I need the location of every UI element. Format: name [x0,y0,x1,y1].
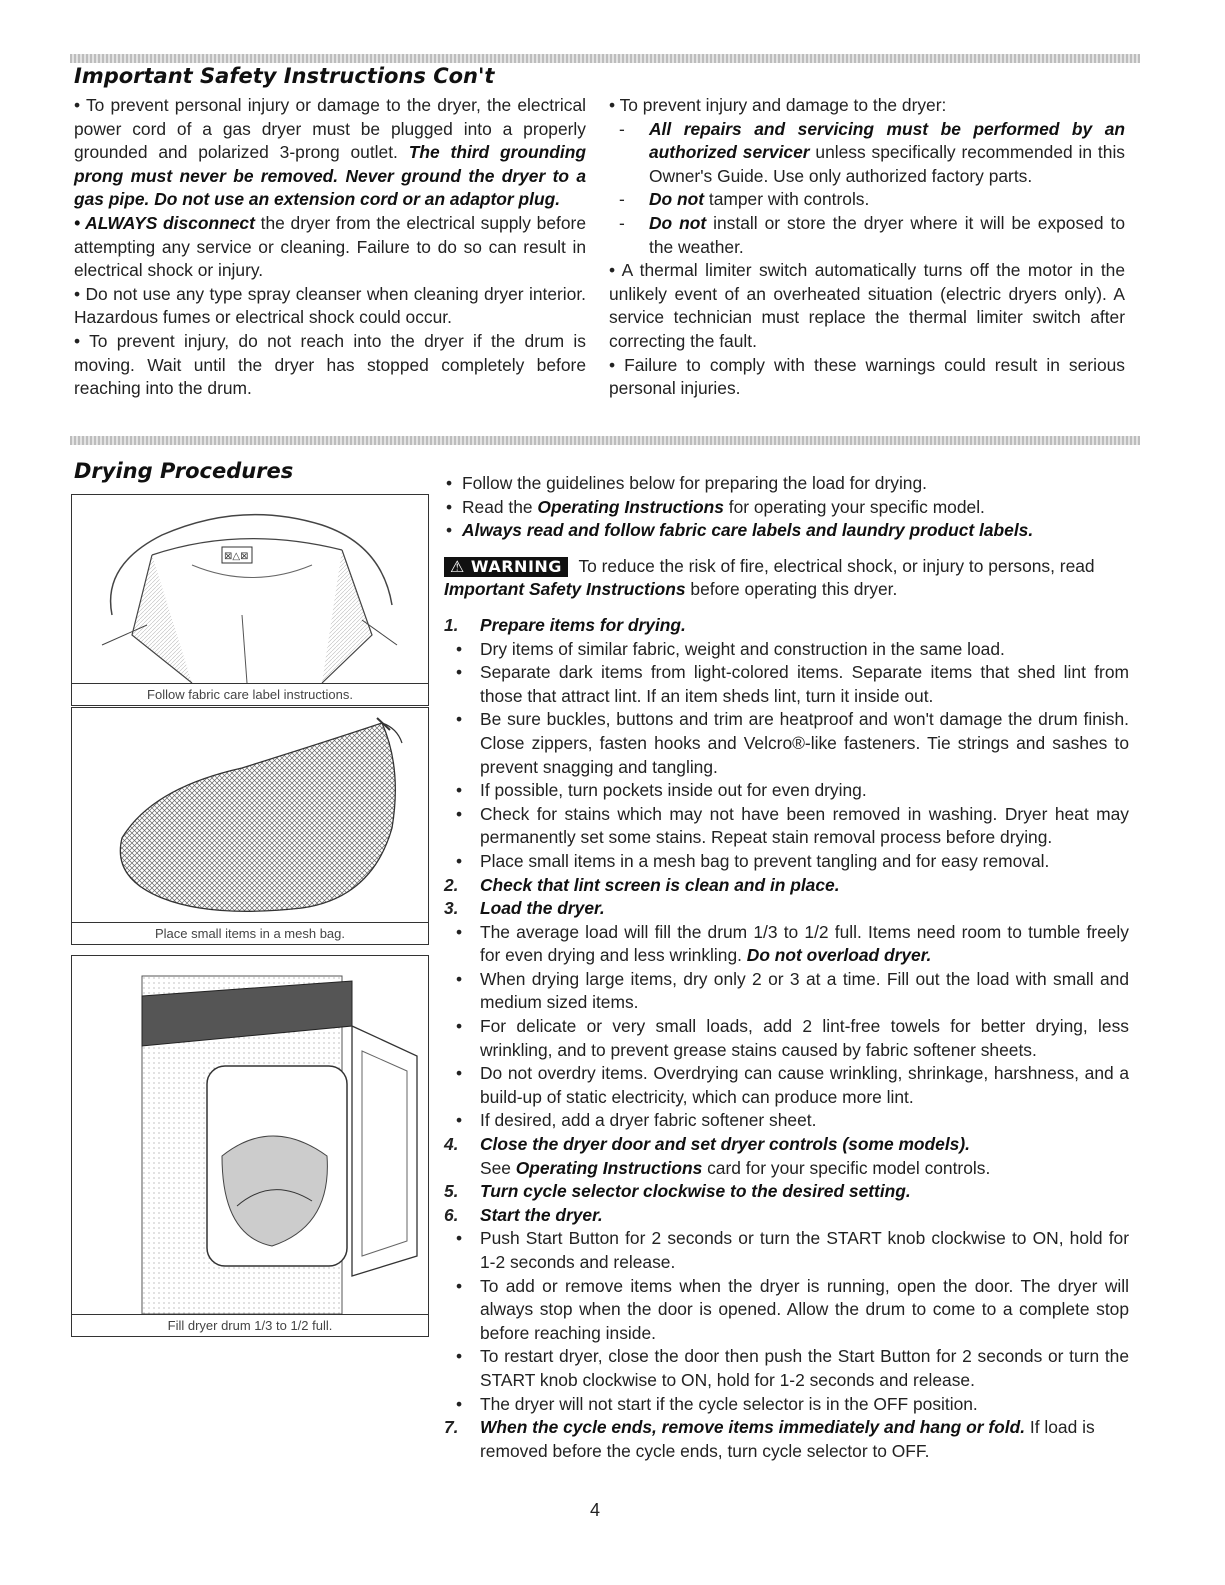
step-1-item: • Place small items in a mesh bag to prevent tangling and for easy removal. [456,850,1050,871]
step-5-heading: 5. Turn cycle selector clockwise to the desired setting. [444,1181,911,1202]
step-1-item: • Separate dark items from light-colored items. Separate items that shed lint from those that attract lint. If an item sheds lint, turn it inside out. [456,662,1129,706]
step-1-item: • Be sure buckles, buttons and trim are heatproof and won't damage the drum finish. Close zippers, fasten hooks and Velcro®-like fasteners. Tie strings and sashes to prevent snagging and tangling. [456,709,1129,777]
safety-right-dash-2: - Do not tamper with controls. [619,189,870,210]
step-1-item: • Dry items of similar fabric, weight and construction in the same load. [456,638,1005,659]
step-7-heading: 7. When the cycle ends, remove items immediately and hang or fold. If load is removed before the cycle ends, turn cycle selector to OFF. [444,1417,1095,1461]
figure-care-label [71,494,429,706]
svg-text:⊠△⊠: ⊠△⊠ [224,551,249,562]
safety-right-para-2: • A thermal limiter switch automatically turns off the motor in the unlikely event of an overheated situation (electric dryers only). A service technician must replace the thermal limiter switch after correcting the fault. [609,260,1125,351]
step-3-item: • The average load will fill the drum 1/3 to 1/2 full. Items need room to tumble freely for even drying and less wrinkling. Do not overload dryer. [456,921,1129,966]
safety-left-para-4: • To prevent injury, do not reach into the dryer if the drum is moving. Wait until the dryer has stopped completely before reaching into the drum. [74,330,586,399]
warning-triangle-icon: ⚠ [450,556,465,576]
safety-left-para-2: • ALWAYS disconnect the dryer from the electrical supply before attempting any service or cleaning. Failure to do so can result in electrical shock or injury. [74,212,586,281]
step-3-item: • Do not overdry items. Overdrying can cause wrinkling, shrinkage, harshness, and a build-up of static electricity, which can produce more lint. [456,1063,1129,1107]
step-2-heading: 2. Check that lint screen is clean and in place. [444,874,840,895]
step-6-item: • Push Start Button for 2 seconds or turn the START knob clockwise to ON, hold for 1-2 seconds and release. [456,1228,1129,1272]
intro-bullet-3: • Always read and follow fabric care labels and laundry product labels. [446,520,1034,541]
mesh-bag-illustration [72,708,428,922]
step-3-item: • For delicate or very small loads, add 2 lint-free towels for better drying, less wrinkling, and to prevent grease stains caused by fabric softener sheets. [456,1016,1129,1060]
middle-divider [70,436,1140,445]
intro-bullet-2: • Read the Operating Instructions for operating your specific model. [446,496,985,517]
figure-dryer-drum [71,955,429,1337]
step-6-heading: 6. Start the dryer. [444,1204,603,1225]
step-6-item: • The dryer will not start if the cycle selector is in the OFF position. [456,1393,978,1414]
safety-left-para-1: • To prevent personal injury or damage to the dryer, the electrical power cord of a gas dryer must be plugged into a properly grounded and polarized 3-prong outlet. The third grounding prong must never be removed. Never ground the dryer to a gas pipe. Do not use an extension cord or an adaptor plug. [74,95,586,210]
step-6-item: • To restart dryer, close the door then push the Start Button for 2 seconds or turn the START knob clockwise to ON, hold for 1-2 seconds and release. [456,1346,1129,1390]
step-4-heading: 4. Close the dryer door and set dryer controls (some models). [444,1134,970,1155]
safety-right-dash-1: - All repairs and servicing must be performed by an authorized servicer unless specifically recommended in this Owner's Guide. Use only authorized factory parts. [619,118,1125,186]
step-1-item: • If possible, turn pockets inside out for even drying. [456,780,867,801]
step-1-heading: 1. Prepare items for drying. [444,614,686,635]
shirt-collar-illustration [72,495,428,683]
step-3-heading: 3. Load the dryer. [444,898,605,919]
figure-care-label-caption: Follow fabric care label instructions. [72,683,428,705]
warning-notice: ⚠ WARNING To reduce the risk of fire, electrical shock, or injury to persons, read Important Safety Instructions before operating this dryer. [444,555,1095,600]
safety-right-para-3: • Failure to comply with these warnings could result in serious personal injuries. [609,354,1125,399]
step-1-item: • Check for stains which may not have been removed in washing. Dryer heat may permanently set some stains. Repeat stain removal process before drying. [456,803,1129,848]
safety-left-column [74,94,586,401]
safety-left-para-3: • Do not use any type spray cleanser when cleaning dryer interior. Hazardous fumes or electrical shock could occur. [74,283,586,328]
safety-right-column [609,94,1125,401]
safety-right-dash-3: - Do not install or store the dryer where it will be exposed to the weather. [619,212,1125,257]
drying-section-title: Drying Procedures [74,459,294,483]
page-number: 4 [590,1500,601,1520]
drying-instructions [444,472,1129,1463]
figure-mesh-bag-caption: Place small items in a mesh bag. [72,922,428,944]
safety-right-para-1: • To prevent injury and damage to the dryer: [609,95,947,115]
step-6-item: • To add or remove items when the dryer is running, open the door. The dryer will always stop when the door is opened. Allow the drum to come to a complete stop before reaching inside. [456,1275,1129,1343]
step-3-item: • If desired, add a dryer fabric softener sheet. [456,1110,817,1131]
figure-mesh-bag [71,707,429,945]
warning-badge: ⚠ WARNING [444,557,568,577]
safety-section-title: Important Safety Instructions Con't [74,64,495,88]
step-4-text: See Operating Instructions card for your specific model controls. [480,1157,991,1178]
dryer-drum-illustration [72,956,428,1314]
top-divider [70,54,1140,63]
figure-dryer-drum-caption: Fill dryer drum 1/3 to 1/2 full. [72,1314,428,1336]
step-3-item: • When drying large items, dry only 2 or 3 at a time. Fill out the load with small and medium sized items. [456,968,1129,1013]
intro-bullet-1: • Follow the guidelines below for preparing the load for drying. [446,473,927,493]
